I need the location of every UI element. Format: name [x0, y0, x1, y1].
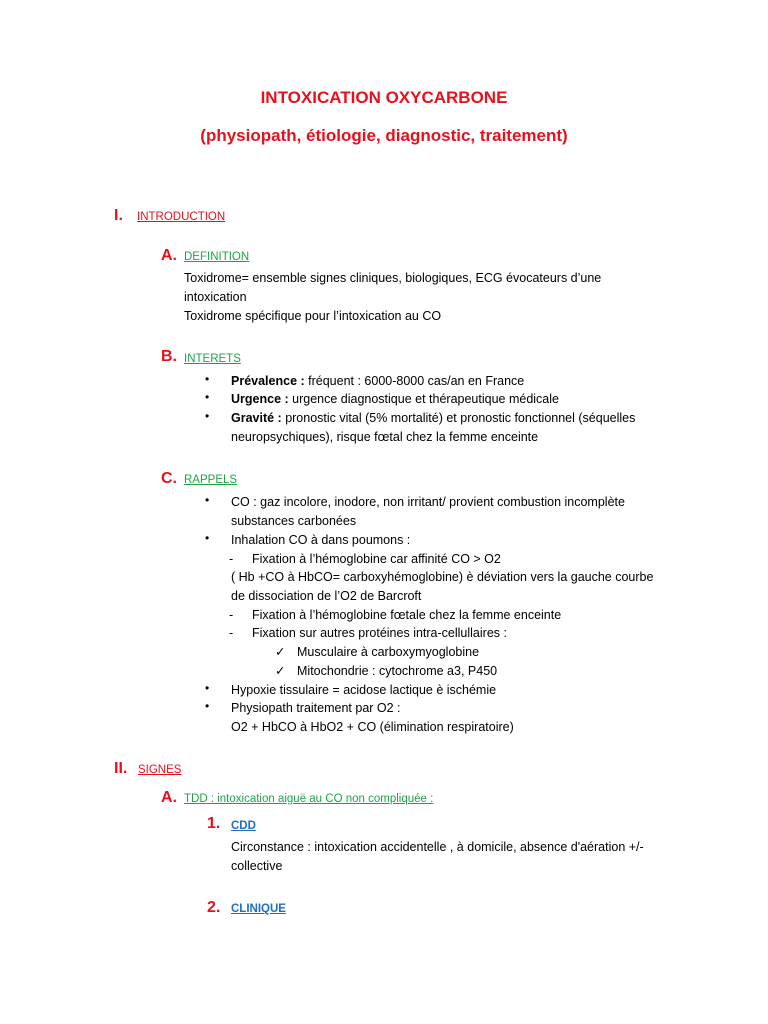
cdd-line-2: collective [231, 859, 283, 873]
dash-icon: - [229, 608, 234, 622]
rappel-line-1: CO : gaz incolore, inodore, non irritant/ provient combustion incomplète [231, 495, 625, 509]
rappel-dash-2: Fixation à l’hémoglobine fœtale chez la femme enceinte [252, 608, 562, 622]
rappel-dash-3: Fixation sur autres protéines intra-cellullaires : [252, 626, 507, 640]
check-icon: ✓ [275, 664, 286, 678]
section-1-title: INTRODUCTION [137, 211, 226, 223]
dash-icon: - [229, 552, 234, 566]
rappel-line-4-cont: O2 + HbCO à HbO2 + CO (élimination respiratoire) [231, 720, 514, 734]
subsection-2a-title: TDD : intoxication aiguë au CO non compliquée : [184, 793, 434, 805]
definition-line-3: Toxidrome spécifique pour l’intoxication au CO [184, 309, 442, 323]
bullet-icon: • [205, 531, 210, 545]
subsubsection-2-number: 2. [207, 899, 221, 916]
section-2-number: II. [114, 760, 128, 777]
bullet-icon: • [205, 390, 210, 404]
rappel-check-2: Mitochondrie : cytochrome a3, P450 [297, 664, 498, 678]
doc-subtitle: (physiopath, étiologie, diagnostic, traitement) [200, 126, 568, 145]
bullet-icon: • [205, 493, 210, 507]
subsection-1b-title: INTERETS [184, 353, 241, 365]
subsection-1c-letter: C. [161, 470, 177, 487]
rappel-line-2: Inhalation CO à dans poumons : [231, 533, 411, 547]
rappel-dash-1-cont: ( Hb +CO à HbCO= carboxyhémoglobine) è déviation vers la gauche courbe [231, 570, 654, 584]
bullet-icon: • [205, 681, 210, 695]
subsection-2a-letter: A. [161, 789, 177, 806]
bullet-icon: • [205, 699, 210, 713]
definition-line-2: intoxication [184, 290, 247, 304]
rappel-check-1: Musculaire à carboxymyoglobine [297, 645, 480, 659]
doc-title: INTOXICATION OXYCARBONE [260, 88, 508, 107]
bullet-icon: • [205, 409, 210, 423]
list-item: Prévalence : fréquent : 6000-8000 cas/an en France [231, 374, 525, 388]
list-item: Urgence : urgence diagnostique et thérapeutique médicale [231, 392, 559, 406]
rappel-dash-1-cont2: de dissociation de l’O2 de Barcroft [231, 589, 422, 603]
subsection-1a-letter: A. [161, 247, 177, 264]
subsubsection-1-number: 1. [207, 815, 221, 832]
rappel-line-1-cont: substances carbonées [231, 514, 357, 528]
subsection-1a-title: DEFINITION [184, 251, 250, 263]
section-2-title: SIGNES [138, 764, 182, 776]
rappel-line-4: Physiopath traitement par O2 : [231, 701, 401, 715]
cdd-line-1: Circonstance : intoxication accidentelle , à domicile, absence d'aération +/- [231, 840, 644, 854]
subsection-1b-letter: B. [161, 348, 177, 365]
check-icon: ✓ [275, 645, 286, 659]
section-1-number: I. [114, 207, 123, 224]
definition-line-1: Toxidrome= ensemble signes cliniques, biologiques, ECG évocateurs d’une [184, 271, 602, 285]
bullet-icon: • [205, 372, 210, 386]
list-item: Gravité : pronostic vital (5% mortalité) et pronostic fonctionnel (séquelles [231, 411, 636, 425]
subsection-1c-title: RAPPELS [184, 474, 238, 486]
list-item-continuation: neuropsychiques), risque fœtal chez la femme enceinte [231, 430, 539, 444]
rappel-dash-1: Fixation à l’hémoglobine car affinité CO > O2 [252, 552, 501, 566]
rappel-line-3: Hypoxie tissulaire = acidose lactique è ischémie [231, 683, 497, 697]
subsubsection-1-title: CDD [231, 820, 256, 832]
dash-icon: - [229, 626, 234, 640]
subsubsection-2-title: CLINIQUE [231, 903, 286, 915]
